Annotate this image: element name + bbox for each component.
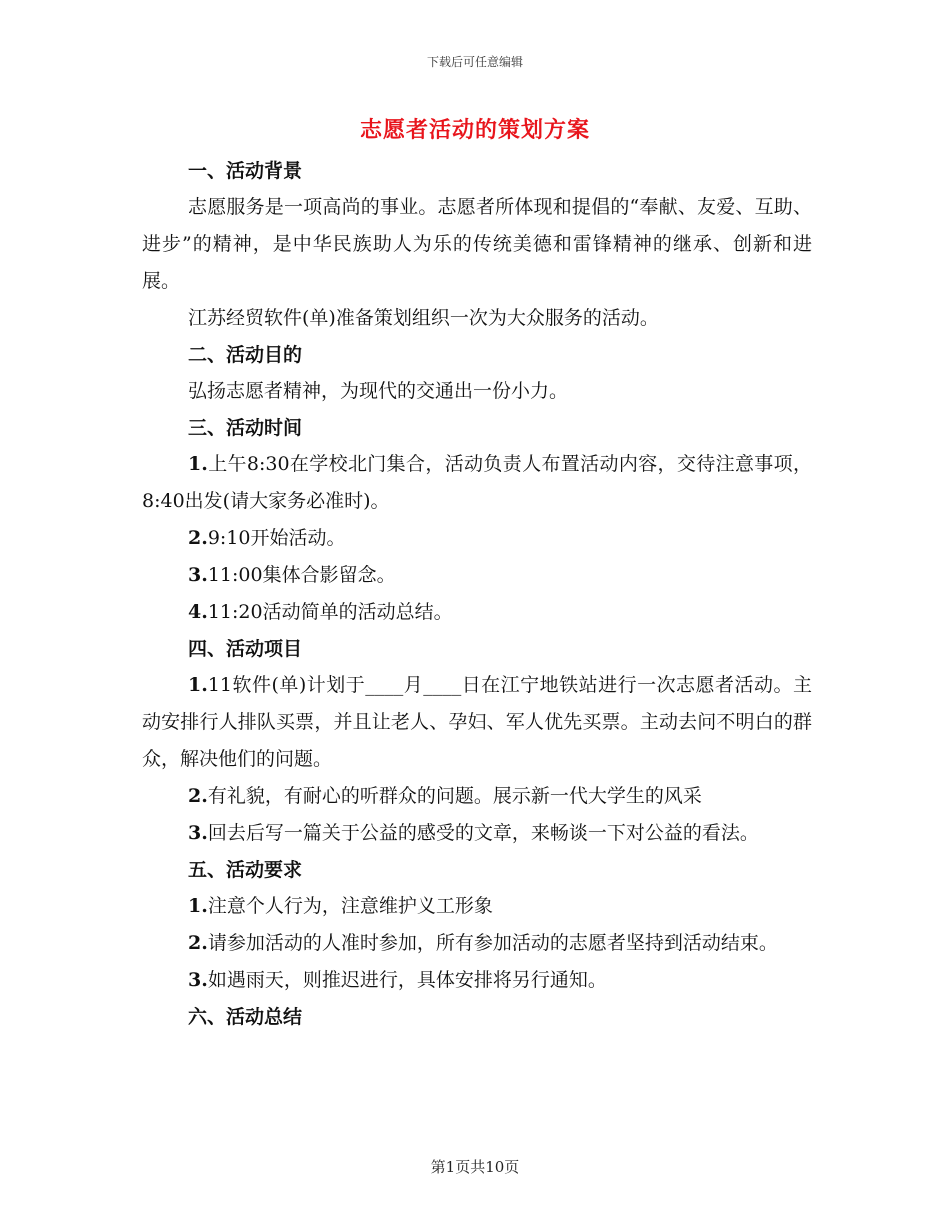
item-number: 2. <box>188 932 208 954</box>
section-heading-summary: 六、活动总结 <box>188 1006 303 1028</box>
list-item <box>142 667 812 778</box>
item-number: 4. <box>188 601 208 623</box>
list-item <box>142 520 812 557</box>
item-text: 11:20活动简单的活动总结。 <box>207 601 453 623</box>
list-item <box>142 557 812 594</box>
list-item <box>142 962 812 999</box>
item-text: 如遇雨天，则推迟进行，具体安排将另行通知。 <box>207 969 607 991</box>
document-title: 志愿者活动的策划方案 <box>359 117 590 143</box>
item-text: 9:10开始活动。 <box>207 527 346 549</box>
section-heading-background: 一、活动背景 <box>188 160 303 182</box>
list-item <box>142 925 812 962</box>
item-number: 3. <box>188 822 208 844</box>
page-header: 下载后可任意编辑 <box>426 55 523 69</box>
item-number: 1. <box>188 674 208 696</box>
list-item <box>142 446 812 520</box>
list-item <box>142 888 812 925</box>
item-text: 上午8:30在学校北门集合，活动负责人布置活动内容，交待注意事项，8:40出发(请大家务必准时)。 <box>142 453 812 512</box>
item-number: 1. <box>188 895 208 917</box>
list-item <box>142 594 812 631</box>
item-text: 请参加活动的人准时参加，所有参加活动的志愿者坚持到活动结束。 <box>207 932 778 954</box>
item-number: 3. <box>188 969 208 991</box>
item-number: 3. <box>188 564 208 586</box>
item-number: 1. <box>188 453 208 475</box>
item-text: 11:00集体合影留念。 <box>207 564 396 586</box>
item-number: 2. <box>188 527 208 549</box>
section-heading-projects: 四、活动项目 <box>188 638 303 660</box>
paragraph: 志愿服务是一项高尚的事业。志愿者所体现和提倡的“奉献、友爱、互助、进步”的精神，是中华民族助人为乐的传统美德和雷锋精神的继承、创新和进展。 <box>142 196 812 292</box>
list-item <box>142 778 812 815</box>
section-heading-purpose: 二、活动目的 <box>188 344 303 366</box>
paragraph: 弘扬志愿者精神，为现代的交通出一份小力。 <box>188 380 569 402</box>
item-text: 有礼貌，有耐心的听群众的问题。展示新一代大学生的风采 <box>207 785 702 807</box>
paragraph: 江苏经贸软件(单)准备策划组织一次为大众服务的活动。 <box>188 307 659 329</box>
list-item <box>142 815 812 852</box>
page-footer: 第1页共10页 <box>430 1158 520 1176</box>
section-heading-requirements: 五、活动要求 <box>188 859 303 881</box>
section-heading-time: 三、活动时间 <box>188 417 303 439</box>
item-text: 11软件(单)计划于____月____日在江宁地铁站进行一次志愿者活动。主动安排行人排队买票，并且让老人、孕妇、军人优先买票。主动去问不明白的群众，解决他们的问题。 <box>142 674 812 770</box>
document-body <box>142 153 812 1035</box>
item-text: 注意个人行为，注意维护义工形象 <box>207 895 493 917</box>
item-number: 2. <box>188 785 208 807</box>
item-text: 回去后写一篇关于公益的感受的文章，来畅谈一下对公益的看法。 <box>207 822 759 844</box>
